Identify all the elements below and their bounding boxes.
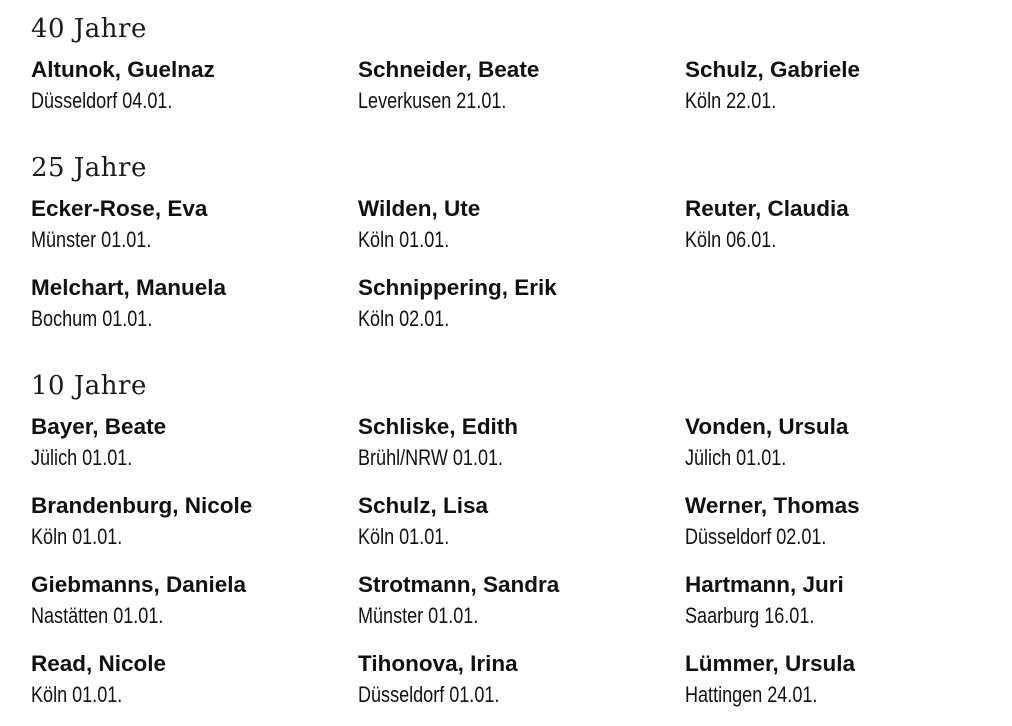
person-name: Schulz, Lisa — [358, 493, 489, 518]
list-item — [358, 572, 668, 629]
list-item — [685, 651, 995, 708]
person-detail: Jülich 01.01. — [685, 445, 787, 470]
person-name: Tihonova, Irina — [358, 651, 518, 676]
person-name: Wilden, Ute — [358, 196, 481, 221]
person-detail: Münster 01.01. — [358, 603, 479, 628]
person-name: Ecker-Rose, Eva — [31, 196, 208, 221]
person-detail: Saarburg 16.01. — [685, 603, 815, 628]
person-detail: Köln 01.01. — [31, 524, 123, 549]
section-heading: 25 Jahre — [31, 153, 147, 183]
person-detail: Köln 01.01. — [358, 227, 450, 252]
list-item — [31, 572, 341, 629]
list-item — [685, 57, 995, 114]
person-name: Lümmer, Ursula — [685, 651, 856, 676]
person-detail: Bochum 01.01. — [31, 306, 153, 331]
person-name: Strotmann, Sandra — [358, 572, 560, 597]
person-detail: Köln 02.01. — [358, 306, 450, 331]
person-name: Altunok, Guelnaz — [31, 57, 215, 82]
list-item — [358, 275, 668, 332]
person-detail: Jülich 01.01. — [31, 445, 133, 470]
person-name: Schneider, Beate — [358, 57, 540, 82]
list-item — [685, 414, 995, 471]
person-detail: Münster 01.01. — [31, 227, 152, 252]
section-heading: 40 Jahre — [31, 14, 147, 44]
person-detail: Köln 01.01. — [31, 682, 123, 707]
person-name: Brandenburg, Nicole — [31, 493, 253, 518]
person-detail: Köln 01.01. — [358, 524, 450, 549]
person-name: Read, Nicole — [31, 651, 167, 676]
list-item — [358, 493, 668, 550]
person-detail: Köln 22.01. — [685, 88, 777, 113]
list-item — [31, 493, 341, 550]
list-item — [31, 196, 341, 253]
list-item — [685, 196, 995, 253]
person-detail: Nastätten 01.01. — [31, 603, 164, 628]
list-item — [358, 57, 668, 114]
person-detail: Düsseldorf 04.01. — [31, 88, 173, 113]
list-item — [31, 57, 341, 114]
person-name: Bayer, Beate — [31, 414, 167, 439]
person-detail: Düsseldorf 01.01. — [358, 682, 500, 707]
list-item — [31, 275, 341, 332]
person-name: Schliske, Edith — [358, 414, 519, 439]
person-name: Vonden, Ursula — [685, 414, 849, 439]
list-item — [358, 414, 668, 471]
person-name: Hartmann, Juri — [685, 572, 844, 597]
person-name: Schulz, Gabriele — [685, 57, 861, 82]
person-name: Reuter, Claudia — [685, 196, 849, 221]
person-detail: Brühl/NRW 01.01. — [358, 445, 504, 470]
person-detail: Leverkusen 21.01. — [358, 88, 507, 113]
list-item — [685, 493, 995, 550]
person-name: Melchart, Manuela — [31, 275, 227, 300]
list-item — [685, 572, 995, 629]
list-item — [358, 651, 668, 708]
person-name: Schnippering, Erik — [358, 275, 557, 300]
person-detail: Köln 06.01. — [685, 227, 777, 252]
list-item — [31, 651, 341, 708]
list-item — [31, 414, 341, 471]
person-name: Giebmanns, Daniela — [31, 572, 247, 597]
section-heading: 10 Jahre — [31, 371, 147, 401]
person-detail: Hattingen 24.01. — [685, 682, 818, 707]
person-detail: Düsseldorf 02.01. — [685, 524, 827, 549]
person-name: Werner, Thomas — [685, 493, 860, 518]
list-item — [358, 196, 668, 253]
